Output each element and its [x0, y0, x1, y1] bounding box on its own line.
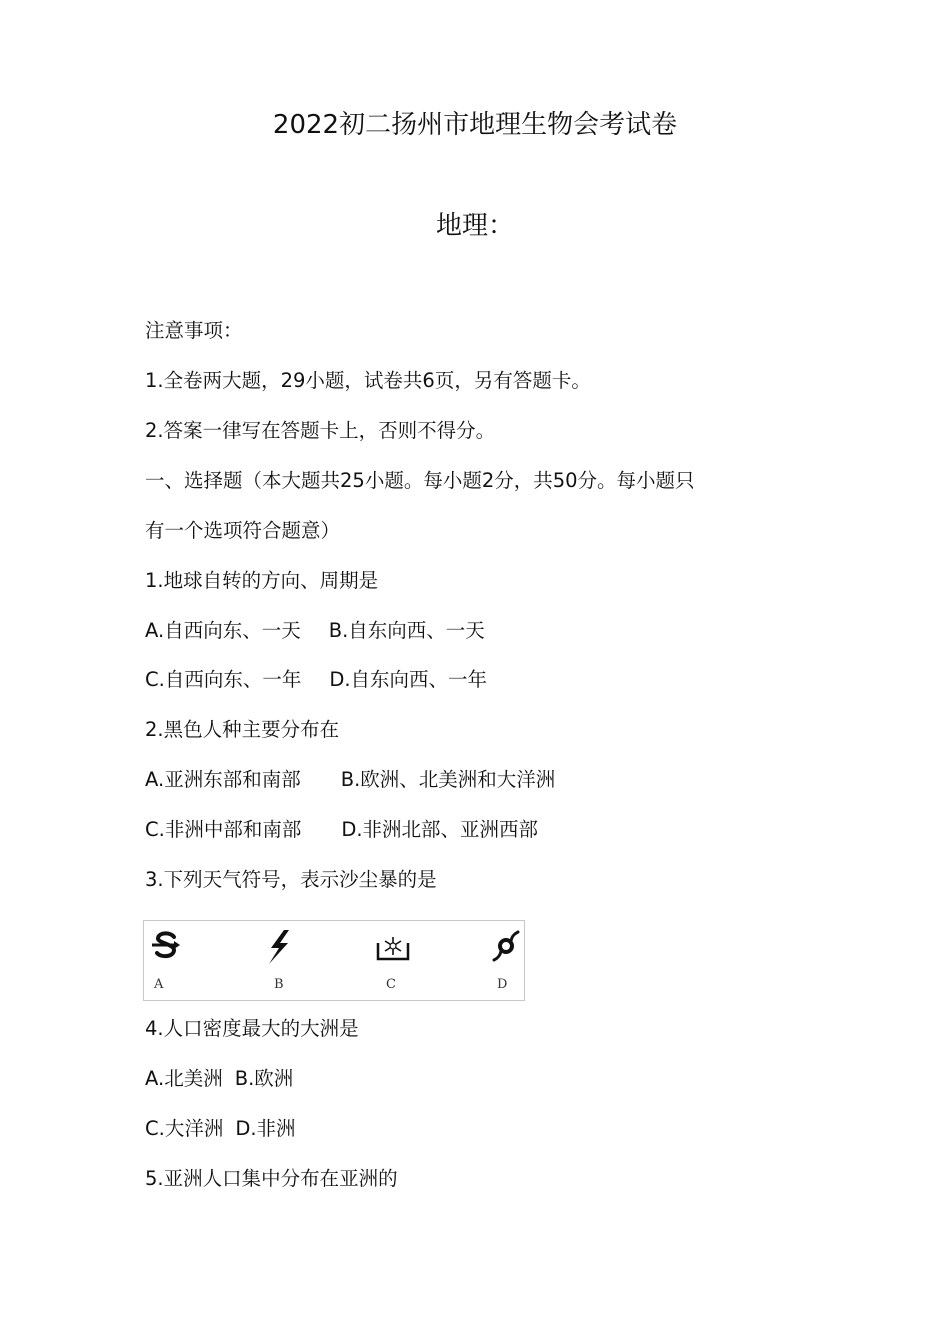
question-4-option-b: B.欧洲	[234, 1067, 294, 1090]
question-3-stem: 3.下列天气符号，表示沙尘暴的是	[145, 868, 437, 891]
notice-item-2: 2.答案一律写在答题卡上，否则不得分。	[145, 419, 496, 442]
question-1-option-d: D.自东向西、一年	[329, 668, 488, 691]
question-4-option-c: C.大洋洲	[145, 1117, 224, 1140]
question-1-option-b: B.自东向西、一天	[328, 619, 485, 642]
question-2-option-c: C.非洲中部和南部	[145, 818, 302, 841]
notice-heading: 注意事项：	[145, 319, 243, 342]
notice-item-1: 1.全卷两大题，29小题，试卷共6页，另有答题卡。	[145, 369, 591, 392]
question-2-stem: 2.黑色人种主要分布在	[145, 718, 340, 741]
section-1-heading-line-1: 一、选择题（本大题共25小题。每小题2分，共50分。每小题只	[145, 469, 695, 492]
typhoon-symbol-icon	[492, 929, 520, 963]
question-2-options-row-2	[145, 817, 538, 843]
symbol-label-d: D	[497, 977, 508, 992]
question-1-option-c: C.自西向东、一年	[145, 668, 302, 691]
question-4-options-row-1	[145, 1066, 293, 1092]
question-2-option-b: B.欧洲、北美洲和大洋洲	[340, 768, 556, 791]
symbol-label-c: C	[386, 977, 396, 992]
question-2-options-row-1	[145, 767, 555, 793]
subject-heading: 地理：	[435, 211, 514, 241]
weather-symbols-figure	[143, 920, 525, 1001]
question-4-options-row-2	[145, 1116, 296, 1142]
question-5-stem: 5.亚洲人口集中分布在亚洲的	[145, 1167, 398, 1190]
question-2-option-a: A.亚洲东部和南部	[145, 768, 301, 791]
section-1-heading-line-2: 有一个选项符合题意）	[145, 519, 341, 542]
sandstorm-symbol-icon	[149, 929, 183, 963]
symbol-label-b: B	[274, 977, 284, 992]
symbol-label-a: A	[154, 977, 164, 992]
question-1-option-a: A.自西向东、一天	[145, 619, 301, 642]
question-1-options-row-1	[145, 618, 485, 644]
question-4-stem: 4.人口密度最大的大洲是	[145, 1017, 359, 1040]
question-4-option-d: D.非洲	[235, 1117, 296, 1140]
question-1-stem: 1.地球自转的方向、周期是	[145, 569, 379, 592]
question-2-option-d: D.非洲北部、亚洲西部	[341, 818, 539, 841]
question-1-options-row-2	[145, 667, 487, 693]
exam-title: 2022初二扬州市地理生物会考试卷	[272, 110, 678, 140]
lightning-symbol-icon	[262, 929, 296, 965]
question-4-option-a: A.北美洲	[145, 1067, 223, 1090]
snow-cover-symbol-icon	[375, 929, 411, 963]
